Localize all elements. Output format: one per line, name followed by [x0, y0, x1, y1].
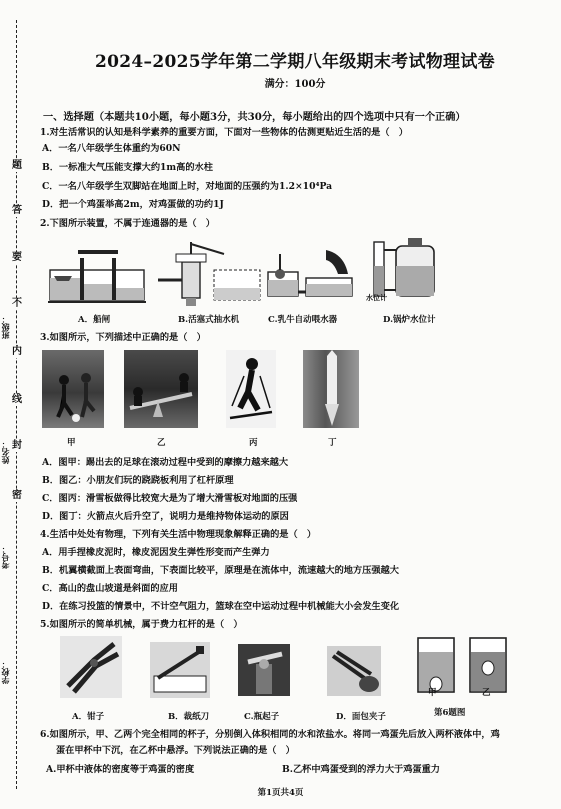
q1-option-d: D．把一个鸡蛋举高2m，对鸡蛋做的功约1J	[42, 199, 224, 210]
margin-char: 线	[9, 394, 25, 406]
q1-option-a: A．一名八年级学生体重约为60N	[42, 143, 181, 154]
q2-figure-piston-pump	[154, 240, 264, 306]
q2-caption-b: B.活塞式抽水机	[178, 315, 240, 325]
page-title: 2024–2025学年第二学期八年级期末考试物理试卷	[95, 52, 495, 72]
exam-number-field: 考号：	[0, 545, 10, 569]
section-heading: 一、选择题（本题共10小题，每小题3分，共30分，每小题给出的四个选项中只有一个正确）	[43, 111, 466, 123]
q3-option-d: D．图丁：火箭点火后升空了，说明力是维持物体运动的原因	[42, 511, 289, 522]
q5-photo-bottle-opener	[238, 644, 290, 696]
margin-char: 题	[9, 160, 25, 172]
school-field: 学校：	[0, 660, 10, 684]
question-2-stem: 2.下图所示装置，不属于连通器的是（ ）	[40, 218, 215, 229]
q4-option-c: C．高山的盘山坡道是斜面的应用	[42, 583, 178, 594]
q3-caption-jia: 甲	[67, 438, 76, 448]
question-5-stem: 5.如图所示的简单机械，属于费力杠杆的是（ ）	[40, 619, 243, 630]
name-field: 姓名：	[0, 440, 10, 464]
q5-caption-d: D．面包夹子	[336, 712, 386, 722]
q3-option-b: B．图乙：小朋友们玩的跷跷板利用了杠杆原理	[42, 475, 234, 486]
q4-option-a: A．用手捏橡皮泥时，橡皮泥因发生弹性形变而产生弹力	[42, 547, 270, 558]
q3-option-c: C．图丙：滑雪板做得比较宽大是为了增大滑雪板对地面的压强	[42, 493, 298, 504]
margin-char: 不	[9, 298, 25, 310]
q1-option-b: B．一标准大气压能支撑大约1m高的水柱	[42, 162, 213, 173]
q5-photo-bread-tongs	[327, 646, 381, 696]
q5-photo-pliers	[60, 636, 122, 698]
q2-figure-ship-lock	[48, 240, 146, 306]
q4-option-d: D．在练习投篮的情景中，不计空气阻力，篮球在空中运动过程中机械能大小会发生变化	[42, 601, 400, 612]
q5-caption-b: B．裁纸刀	[168, 712, 210, 722]
question-6-stem-line1: 6.如图所示，甲、乙两个完全相同的杯子，分别倒入体积相同的水和浓盐水。将同一鸡蛋先后放入两杯液体中，鸡	[40, 729, 500, 740]
margin-char: 内	[9, 346, 25, 358]
q3-photo-yi-seesaw	[124, 350, 198, 428]
margin-char: 要	[9, 252, 25, 264]
q6-option-a: A.甲杯中液体的密度等于鸡蛋的密度	[46, 764, 195, 775]
class-field: 班级：	[0, 315, 10, 339]
question-6-stem-line2: 蛋在甲杯中下沉，在乙杯中悬浮。下列说法正确的是（ ）	[56, 745, 295, 756]
question-4-stem: 4.生活中处处有物理，下列有关生活中物理现象解释正确的是（ ）	[40, 529, 317, 540]
q3-caption-ding: 丁	[328, 438, 337, 448]
q2-figure-cow-waterer	[266, 244, 356, 304]
q2-caption-c: C.乳牛自动喂水器	[268, 315, 338, 325]
q3-photo-jia-football	[42, 350, 104, 428]
q6-label-jia: 甲	[428, 688, 437, 698]
q3-caption-yi: 乙	[157, 438, 166, 448]
binding-margin	[0, 0, 34, 809]
water-gauge-label: 水位计	[366, 293, 387, 302]
margin-char: 答	[9, 205, 25, 217]
q2-caption-a: A．船闸	[78, 315, 111, 325]
q5-photo-paper-cutter	[150, 642, 210, 698]
q6-label-yi: 乙	[482, 688, 491, 698]
q2-caption-d: D.锅炉水位计	[383, 315, 436, 325]
q3-photo-bing-ski	[226, 350, 276, 428]
full-score: 满分：100分	[264, 79, 326, 90]
q1-option-c: C．一名八年级学生双脚站在地面上时，对地面的压强约为1.2×10⁴Pa	[42, 181, 333, 192]
q6-figure-cups	[412, 634, 512, 696]
question-1-stem: 1.对生活常识的认知是科学素养的重要方面，下面对一些物体的估测更贴近生活的是（ ）	[40, 127, 408, 138]
q3-option-a: A．图甲：踢出去的足球在滚动过程中受到的摩擦力越来越大	[42, 457, 289, 468]
page-number: 第1页共4页	[257, 788, 304, 798]
q4-option-b: B．机翼横截面上表面弯曲，下表面比较平，原理是在流体中，流速越大的地方压强越大	[42, 565, 399, 576]
margin-char: 封	[9, 440, 25, 452]
margin-char: 密	[9, 490, 25, 502]
q3-caption-bing: 丙	[249, 438, 258, 448]
q5-caption-a: A．钳子	[72, 712, 105, 722]
question-3-stem: 3.如图所示，下列描述中正确的是（ ）	[40, 332, 206, 343]
q5-caption-c: C.瓶起子	[244, 712, 280, 722]
q6-option-b: B.乙杯中鸡蛋受到的浮力大于鸡蛋重力	[282, 764, 440, 775]
q3-photo-ding-rocket	[303, 350, 359, 428]
q6-figure-caption: 第6题图	[434, 708, 466, 718]
